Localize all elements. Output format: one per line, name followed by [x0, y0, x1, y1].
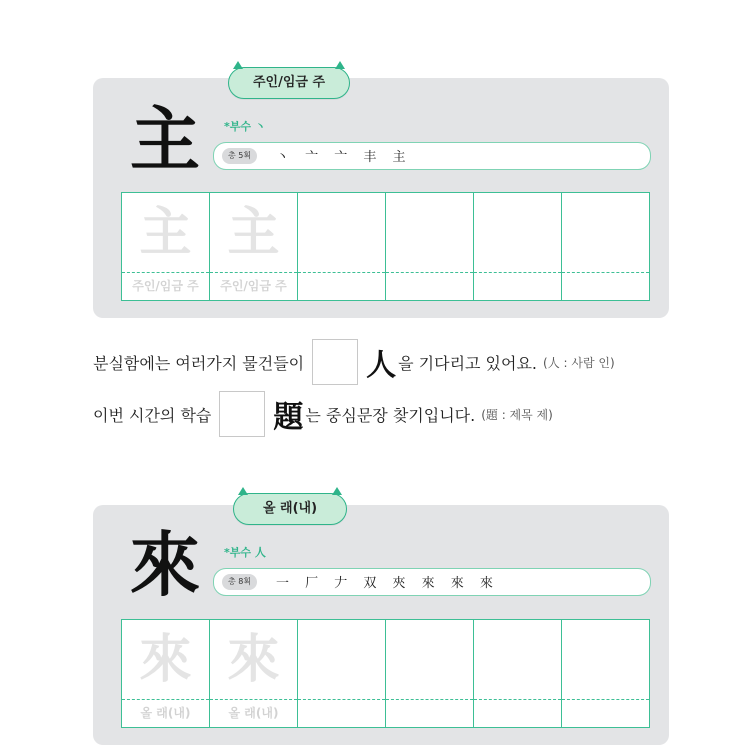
trace-label: 올 래(내) — [228, 706, 279, 720]
stroke-order-sequence: 一 厂 𠂇 双 夾 來 來 來 — [276, 576, 499, 591]
guide-line — [386, 272, 473, 273]
radical-label: *부수 人 — [224, 546, 266, 559]
trace-character: 主 — [139, 202, 192, 263]
guide-line — [474, 699, 561, 700]
tab-ear-left — [233, 61, 243, 69]
blank-writing-cell[interactable] — [474, 193, 562, 300]
trace-label: 올 래(내) — [140, 706, 191, 720]
trace-character: 主 — [227, 202, 280, 263]
hanja-gloss: (題 : 제목 제) — [481, 407, 553, 422]
trace-cell[interactable] — [122, 193, 210, 300]
radical-label: *부수 丶 — [224, 120, 266, 133]
writing-practice-grid — [121, 192, 650, 301]
tab-ear-left — [238, 487, 248, 495]
guide-line — [210, 699, 297, 700]
blank-writing-cell[interactable] — [386, 620, 474, 727]
answer-box[interactable] — [312, 339, 358, 385]
trace-label: 주인/임금 주 — [132, 279, 199, 293]
trace-character: 來 — [227, 629, 280, 690]
guide-line — [386, 699, 473, 700]
exercise-sentence — [93, 390, 553, 438]
main-hanja-character: 主 — [130, 98, 200, 181]
hanja-title-tab — [233, 493, 347, 525]
inline-hanja: 人 — [366, 348, 397, 383]
stroke-order-bar — [213, 568, 651, 596]
guide-line — [298, 699, 385, 700]
sentence-text-before: 분실함에는 여러가지 물건들이 — [93, 353, 305, 373]
stroke-count-badge: 총 8획 — [222, 574, 257, 590]
guide-line — [298, 272, 385, 273]
tab-ear-right — [335, 61, 345, 69]
hanja-meaning-label: 주인/임금 주 — [252, 75, 326, 90]
guide-line — [562, 699, 649, 700]
inline-hanja: 題 — [273, 400, 304, 435]
answer-box[interactable] — [219, 391, 265, 437]
trace-character: 來 — [139, 629, 192, 690]
stroke-order-sequence: 丶 亠 亠 丰 主 — [276, 150, 412, 165]
blank-writing-cell[interactable] — [298, 620, 386, 727]
sentence-text-before: 이번 시간의 학습 — [93, 405, 212, 425]
guide-line — [474, 272, 561, 273]
trace-cell[interactable] — [122, 620, 210, 727]
blank-writing-cell[interactable] — [298, 193, 386, 300]
exercise-sentence — [93, 338, 615, 386]
stroke-count-badge: 총 5획 — [222, 148, 257, 164]
guide-line — [122, 272, 209, 273]
sentence-text-after: 는 중심문장 찾기입니다. — [305, 405, 476, 425]
trace-label: 주인/임금 주 — [220, 279, 287, 293]
blank-writing-cell[interactable] — [386, 193, 474, 300]
main-hanja-character: 來 — [130, 523, 200, 606]
blank-writing-cell[interactable] — [562, 620, 649, 727]
trace-cell[interactable] — [210, 620, 298, 727]
blank-writing-cell[interactable] — [562, 193, 649, 300]
guide-line — [210, 272, 297, 273]
hanja-meaning-label: 올 래(내) — [262, 501, 318, 516]
stroke-order-bar — [213, 142, 651, 170]
blank-writing-cell[interactable] — [474, 620, 562, 727]
tab-ear-right — [332, 487, 342, 495]
hanja-title-tab — [228, 67, 350, 99]
guide-line — [562, 272, 649, 273]
sentence-text-after: 을 기다리고 있어요. — [398, 353, 538, 373]
writing-practice-grid — [121, 619, 650, 728]
guide-line — [122, 699, 209, 700]
trace-cell[interactable] — [210, 193, 298, 300]
hanja-gloss: (人 : 사람 인) — [543, 355, 615, 370]
